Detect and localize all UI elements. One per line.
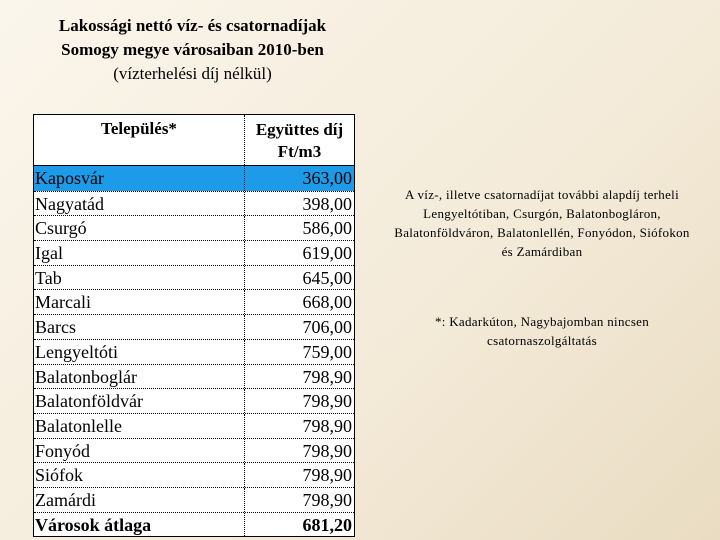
settlement-name: Nagyatád bbox=[35, 193, 104, 214]
settlement-name: Balatonlelle bbox=[35, 415, 122, 436]
fee-value: 798,90 bbox=[244, 463, 354, 487]
settlement-name: Csurgó bbox=[35, 218, 87, 239]
table-row[interactable] bbox=[34, 215, 354, 240]
table-row[interactable] bbox=[34, 191, 354, 216]
fee-value: 363,00 bbox=[244, 166, 354, 191]
table-row[interactable] bbox=[34, 388, 354, 413]
settlement-name: Zamárdi bbox=[35, 489, 96, 510]
fee-value: 798,90 bbox=[244, 365, 354, 389]
fee-table bbox=[33, 114, 355, 537]
note-base-fee: A víz-, illetve csatornadíjat további alapdíj terheli Lengyeltótiban, Csurgón, Balatonbogláron, Balatonföldváron, Balatonlellén, Fonyódon, Siófokon és Zamárdiban bbox=[394, 187, 690, 259]
table-row[interactable] bbox=[34, 265, 354, 290]
header-fee-line-2: Ft/m3 bbox=[277, 142, 322, 161]
header-settlement: Település* bbox=[101, 119, 177, 138]
title-line-2: Somogy megye városaiban 2010-ben bbox=[61, 40, 324, 59]
header-fee-line-1: Együttes díj bbox=[255, 120, 344, 139]
settlement-name: Marcali bbox=[35, 292, 91, 313]
table-row[interactable] bbox=[34, 289, 354, 314]
fee-value: 759,00 bbox=[244, 340, 354, 364]
fee-value: 668,00 bbox=[244, 290, 354, 314]
note-no-sewer: *: Kadarkúton, Nagybajomban nincsen csatornaszolgáltatás bbox=[434, 314, 650, 348]
fee-value: 681,20 bbox=[244, 513, 354, 537]
fee-value: 645,00 bbox=[244, 266, 354, 290]
settlement-name: Balatonboglár bbox=[35, 366, 137, 387]
fee-value: 706,00 bbox=[244, 315, 354, 339]
table-header bbox=[34, 115, 354, 166]
fee-value: 798,90 bbox=[244, 389, 354, 413]
table-row[interactable] bbox=[34, 487, 354, 512]
settlement-name: Balatonföldvár bbox=[35, 391, 143, 412]
table-row[interactable] bbox=[34, 462, 354, 487]
table-row[interactable] bbox=[34, 314, 354, 339]
settlement-name: Tab bbox=[35, 267, 62, 288]
table-row[interactable] bbox=[34, 413, 354, 438]
table-row[interactable] bbox=[34, 339, 354, 364]
table-body bbox=[34, 166, 354, 536]
settlement-name: Városok átlaga bbox=[35, 514, 152, 535]
settlement-name: Siófok bbox=[35, 465, 84, 486]
settlement-name: Kaposvár bbox=[35, 168, 104, 188]
fee-value: 798,90 bbox=[244, 439, 354, 463]
header-fee bbox=[244, 115, 354, 165]
table-row[interactable] bbox=[34, 166, 354, 191]
settlement-name: Igal bbox=[35, 243, 63, 264]
title-line-1: Lakossági nettó víz- és csatornadíjak bbox=[58, 16, 327, 35]
settlement-name: Barcs bbox=[35, 317, 76, 338]
settlement-name: Fonyód bbox=[35, 440, 91, 461]
table-row[interactable] bbox=[34, 364, 354, 389]
fee-value: 586,00 bbox=[244, 216, 354, 240]
fee-value: 798,90 bbox=[244, 414, 354, 438]
table-row[interactable] bbox=[34, 438, 354, 463]
settlement-name: Lengyeltóti bbox=[35, 341, 118, 362]
title-line-3: (vízterhelési díj nélkül) bbox=[113, 64, 272, 83]
table-row[interactable] bbox=[34, 240, 354, 265]
fee-value: 619,00 bbox=[244, 241, 354, 265]
fee-value: 398,00 bbox=[244, 192, 354, 216]
fee-value: 798,90 bbox=[244, 488, 354, 512]
average-row[interactable] bbox=[34, 512, 354, 537]
page-title bbox=[0, 14, 385, 86]
